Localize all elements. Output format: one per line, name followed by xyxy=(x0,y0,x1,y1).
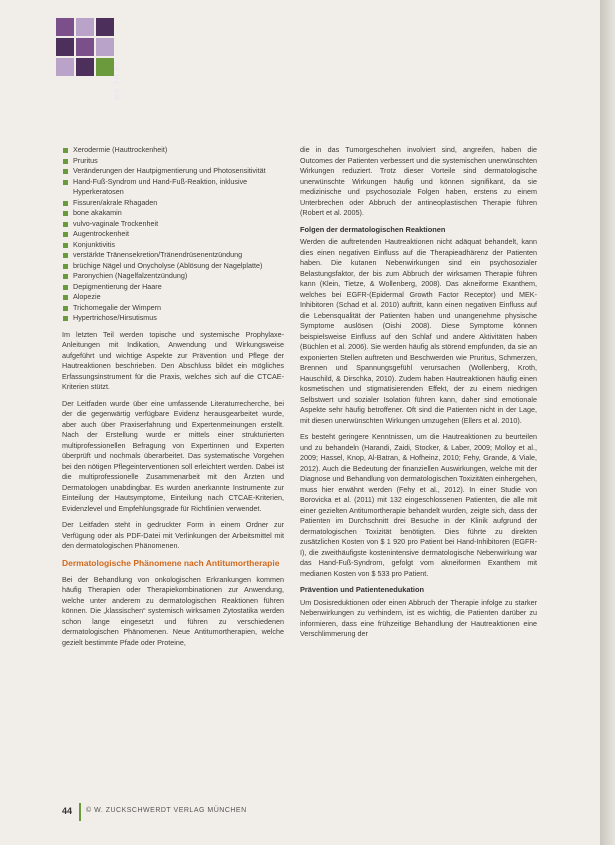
list-item: vulvo-vaginale Trockenheit xyxy=(62,219,284,230)
body-paragraph: Der Leitfaden steht in gedruckter Form in einem Ordner zur Verfügung oder als PDF-Datei mit Verlinkungen der Arbeitsmittel mit den dermatologischen Phänomenen. xyxy=(62,520,284,550)
list-item: Paronychien (Nagelfalzentzündung) xyxy=(62,271,284,282)
list-item: Hypertrichose/Hirsutismus xyxy=(62,313,284,324)
list-item: Trichomegalie der Wimpern xyxy=(62,303,284,314)
body-paragraph: Es besteht geringere Kenntnissen, um die Hautreaktionen zu beurteilen und zu behandeln (Harandi, Zaidi, Stocker, & Laber, 2009; Molloy et al., 2009; Hassel, Knop, Al-Batran, & Hofheinz, 2010; Fehy, Grande, & Viale, 2012). Auch die Bedeutung der finanziellen Auswirkungen, welche mit der Diagnose und Behandlung von dermatologischen Toxizitäten einhergehen, muss hier erwähnt werden (Fehy et al., 2012). In einer Studie von Borovicka et al. (2011) mit 132 eingeschlossenen Patienten, die alle mit einer gezielten Antitumortherapie behandelt wurden, zeigte sich, dass der Patienten im Durchschnitt drei Besuche in der Klinik aufgrund der dermatologischen Toxizität benötigten. Dies führte zu direkten zusätzlichen Kosten von $ 1 920 pro Patient bei Hand-Inhibitoren (EGFR-I), die zweithäufigste kostenintensive dermatologische Nebenwirkung war das Hand-Fuß-Syndrom, gefolgt vom akneiformen Exanthem mit medianen Kosten von $ 533 pro Patient. xyxy=(300,432,537,578)
list-item: Pruritus xyxy=(62,156,284,167)
body-paragraph: Werden die auftretenden Hautreaktionen nicht adäquat behandelt, kann dies einen negativen Einfluss auf die Therapieadhärenz der Patienten haben. Die kutanen Nebenwirkungen sind ein psychosozialer Belastungsfaktor, der bis zum Abbruch der wirksamen Therapie führen kann (Klein, Tietze, & Wollenberg, 2008). Das akneiforme Exanthem, welches bei EGFR-(Epidermal Growth Factor Receptor) und MEK-Inhibitoren (Schad et al. 2010) auftritt, kann einen negativen Einfluss auf die Lebensqualität der Patienten haben und unangenehme physische Symptome auslösen (Oishi 2008). Diese Symptome können beispielsweise Einfluss auf den Schlaf und andere Aktivitäten haben (Büchlen et al. 2006). Sie werden häufig als störend empfunden, da sie an exponierten Stellen auftreten und Beschwerden wie Pruritus, Schmerzen, Brennen und Spannungsgefühl verursachen (Wollenberg, Kroth, Hauschild, & Dirschka, 2010). Zudem haben Hautreaktionen häufig einen kosmetischen und stigmatisierenden Effekt, der zu einem niedrigen Selbstwert und sozialer Isolation führen kann, daher sind emotionale Aspekte sehr häufig betroffener. Oft sind die Patienten nicht in der Lage, mit diesen unerwünschten Wirkungen umzugehen (Ellers et al. 2010). xyxy=(300,237,537,425)
section-heading: Dermatologische Phänomene nach Antitumortherapie xyxy=(62,557,280,568)
list-item: Xerodermie (Hauttrockenheit) xyxy=(62,145,284,156)
footer-divider xyxy=(79,803,81,821)
symptom-list xyxy=(62,145,284,324)
page-edge xyxy=(600,0,615,845)
list-item: brüchige Nägel und Onycholyse (Ablösung der Nagelplatte) xyxy=(62,261,284,272)
subsection-heading: Prävention und Patientenedukation xyxy=(300,585,425,594)
publisher-credit: © W. ZUCKSCHWERDT VERLAG MÜNCHEN xyxy=(86,807,247,814)
list-item: Alopezie xyxy=(62,292,284,303)
body-paragraph: Der Leitfaden wurde über eine umfassende Literaturrecherche, bei der die gegenwärtig verfügbare Evidenz herausgearbeitet wurde, aber auch über Praxiserfahrung und Expertenmeinungen erstellt. Nach der Erstellung wurde er mittels einer strukturierten multiprofessionellen Befragung von Expertinnen und Experten überprüft und nochmals überarbeitet. Das systematische Vorgehen bei den nötigen Pflegeinterventionen soll erleichtert werden. Dabei ist die multiprofessionelle Zusammenarbeit mit den Ärzten und Dermatologen unabdingbar. Es wurden anerkannte Instrumente zur Einteilung der Hautsymptome, Einteilung nach CTCAE-Kriterien, Evidenzlevel und Empfehlungsgrade für Richtlinien verwendet. xyxy=(62,398,284,513)
right-column xyxy=(300,145,537,646)
list-item: Fissuren/akrale Rhagaden xyxy=(62,198,284,209)
body-paragraph: Um Dosisreduktionen oder einen Abbruch der Therapie infolge zu starker Nebenwirkungen zu verhindern, ist es wichtig, die Patienten darüber zu informieren, dass eine frühzeitige Behandlung der Hautreaktionen eine Verschlimmerung der xyxy=(300,597,537,638)
body-paragraph: Im letzten Teil werden topische und systemische Prophylaxe-Anleitungen mit Indikation, Anwendung und Wirkungsweise aufgeführt und wichtige Aspekte zur Prävention und Pflege der Hautreaktionen beschrieben. Den Abschluss bildet ein mögliches Erfassungsinstrument für die Praxis, welches sich auf die CTCAE-Kriterien stützt. xyxy=(62,329,284,391)
list-item: verstärkte Tränensekretion/Tränendrüsenentzündung xyxy=(62,250,284,261)
list-item: Depigmentierung der Haare xyxy=(62,282,284,293)
list-item: Augentrockenheit xyxy=(62,229,284,240)
body-paragraph: Bei der Behandlung von onkologischen Erkrankungen kommen häufig Therapien oder Therapiekombinationen zur Anwendung, welche unter anderem zu dermatologischen Reaktionen führen können. Die „klassischen“ systemisch wirksamen Zytostatika werden schon lange eingesetzt und führen zu verschiedenen dermatologischen Phänomenen. Neue Antitumortherapien, welche gezielt bestimmte Pfade oder Proteine, xyxy=(62,574,284,647)
list-item: Veränderungen der Hautpigmentierung und Photosensitivität xyxy=(62,166,284,177)
body-paragraph: die in das Tumorgeschehen involviert sind, angreifen, haben die Outcomes der Patienten verbessert und die systemischen unerwünschten Wirkungen reduziert. Trotz dieser Vorteile sind dermatologische unerwünschte Wirkungen häufig und können signifikant, da sie medizinische und psychosoziale Folgen haben, erstens zu einem Unterbrechen oder Abbruch der antineoplastischen Therapie führen (Robert et al. 2005). xyxy=(300,145,537,217)
publisher-logo xyxy=(56,18,121,100)
left-column xyxy=(62,145,284,654)
subsection-heading: Folgen der dermatologischen Reaktionen xyxy=(300,224,446,234)
page-footer xyxy=(62,803,362,823)
list-item: bone akakamin xyxy=(62,208,284,219)
list-item: Hand-Fuß-Syndrom und Hand-Fuß-Reaktion, inklusive Hyperkeratosen xyxy=(62,177,284,198)
page-number: 44 xyxy=(62,806,73,816)
logo-label: MS TH EL xyxy=(114,59,121,100)
list-item: Konjunktivitis xyxy=(62,240,284,251)
